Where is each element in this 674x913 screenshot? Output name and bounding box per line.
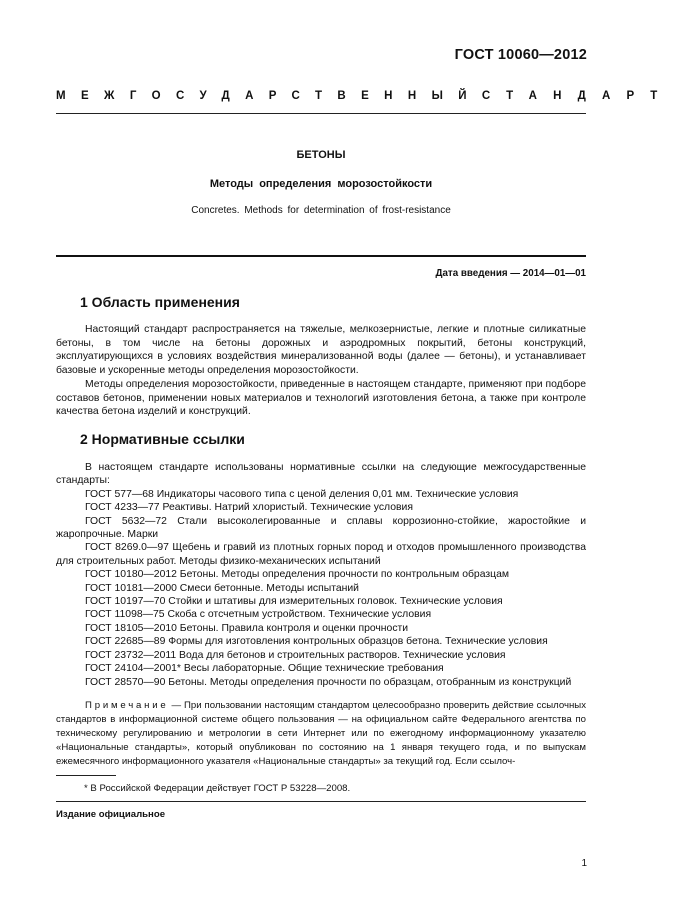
standard-subtitle: Методы определения морозостойкости xyxy=(209,178,433,190)
references-intro: В настоящем стандарте использованы нормативные ссылки на следующие межгосударственные стандарты: xyxy=(56,462,586,487)
header-divider xyxy=(56,113,586,114)
section-2-heading: 2 Нормативные ссылки xyxy=(80,431,245,447)
standard-title-english: Concretes. Methods for determination of frost-resistance xyxy=(191,205,451,216)
reference-item: ГОСТ 18105—2010 Бетоны. Правила контроля и оценки прочности xyxy=(85,622,409,634)
standard-title: БЕТОНЫ xyxy=(296,149,346,161)
references-note xyxy=(56,699,586,769)
section-1-heading: 1 Область применения xyxy=(80,294,240,310)
note-label: Примечание xyxy=(85,700,169,711)
footer-divider xyxy=(56,801,586,802)
section-1-body xyxy=(56,323,586,419)
reference-item: ГОСТ 5632—72 Стали высоколегированные и сплавы коррозионно-стойкие, жаростойкие и жаропрочные. Марки xyxy=(56,515,586,541)
reference-item: ГОСТ 10181—2000 Смеси бетонные. Методы испытаний xyxy=(85,582,359,594)
footnote-divider xyxy=(56,775,116,776)
reference-item: ГОСТ 4233—77 Реактивы. Натрий хлористый. Технические условия xyxy=(85,502,413,514)
note-text: — При пользовании настоящим стандартом целесообразно проверить действие ссылочных стандартов в информационной системе общего пользования — на официальном сайте Федерального агентства по техническому регулированию и метрологии в сети Интернет или по ежегодному информационному указателю «Национальные стандарты», который опубликован по состоянию на 1 января текущего года, и по выпускам ежемесячного информационного указателя «Национальные стандарты» за текущий год. Если ссылоч- xyxy=(56,700,586,767)
reference-item: ГОСТ 23732—2011 Вода для бетонов и строительных растворов. Технические условия xyxy=(85,649,506,661)
reference-item: ГОСТ 577—68 Индикаторы часового типа с ценой деления 0,01 мм. Технические условия xyxy=(85,488,519,500)
reference-item: ГОСТ 28570—90 Бетоны. Методы определения прочности по образцам, отобранным из конструкций xyxy=(85,676,572,688)
section-1-paragraph: Настоящий стандарт распространяется на тяжелые, мелкозернистые, легкие и плотные силикатные бетоны, в том числе на бетоны дорожных и аэродромных покрытий, бетоны конструкций, эксплуатирующихся в условиях воздействия минерализованной воды (далее — бетоны), и устанавливает базовые и ускоренные методы определения морозостойкости. xyxy=(56,324,586,377)
page-number: 1 xyxy=(581,858,587,869)
reference-item: ГОСТ 10197—70 Стойки и штативы для измерительных головок. Технические условия xyxy=(85,596,503,608)
official-edition-label: Издание официальное xyxy=(56,809,166,820)
title-divider xyxy=(56,255,586,257)
reference-item: ГОСТ 10180—2012 Бетоны. Методы определения прочности по контрольным образцам xyxy=(85,569,510,581)
normative-references xyxy=(56,461,586,689)
reference-item: ГОСТ 22685—89 Формы для изготовления контрольных образцов бетона. Технические условия xyxy=(85,636,548,648)
reference-item: ГОСТ 11098—75 Скоба с отсчетным устройством. Технические условия xyxy=(85,609,432,621)
document-code: ГОСТ 10060—2012 xyxy=(454,47,587,63)
reference-item: ГОСТ 24104—2001* Весы лабораторные. Общие технические требования xyxy=(85,663,444,675)
reference-item: ГОСТ 8269.0—97 Щебень и гравий из плотных горных пород и отходов промышленного производства для строительных работ. Методы физико-механических испытаний xyxy=(56,542,586,567)
footnote: * В Российской Федерации действует ГОСТ Р 53228—2008. xyxy=(84,783,351,794)
banner-word-interstate: МЕЖГОСУДАРСТВЕННЫЙ xyxy=(56,90,482,102)
section-1-paragraph: Методы определения морозостойкости, приведенные в настоящем стандарте, применяют при подборе составов бетонов, применении новых материалов и технологий изготовления бетона, а также при контроле качества бетона изделий и конструкций. xyxy=(56,378,586,418)
introduction-date: Дата введения — 2014—01—01 xyxy=(435,268,586,279)
banner-word-standard: СТАНДАРТ xyxy=(481,90,674,102)
interstate-standard-banner xyxy=(56,90,674,102)
